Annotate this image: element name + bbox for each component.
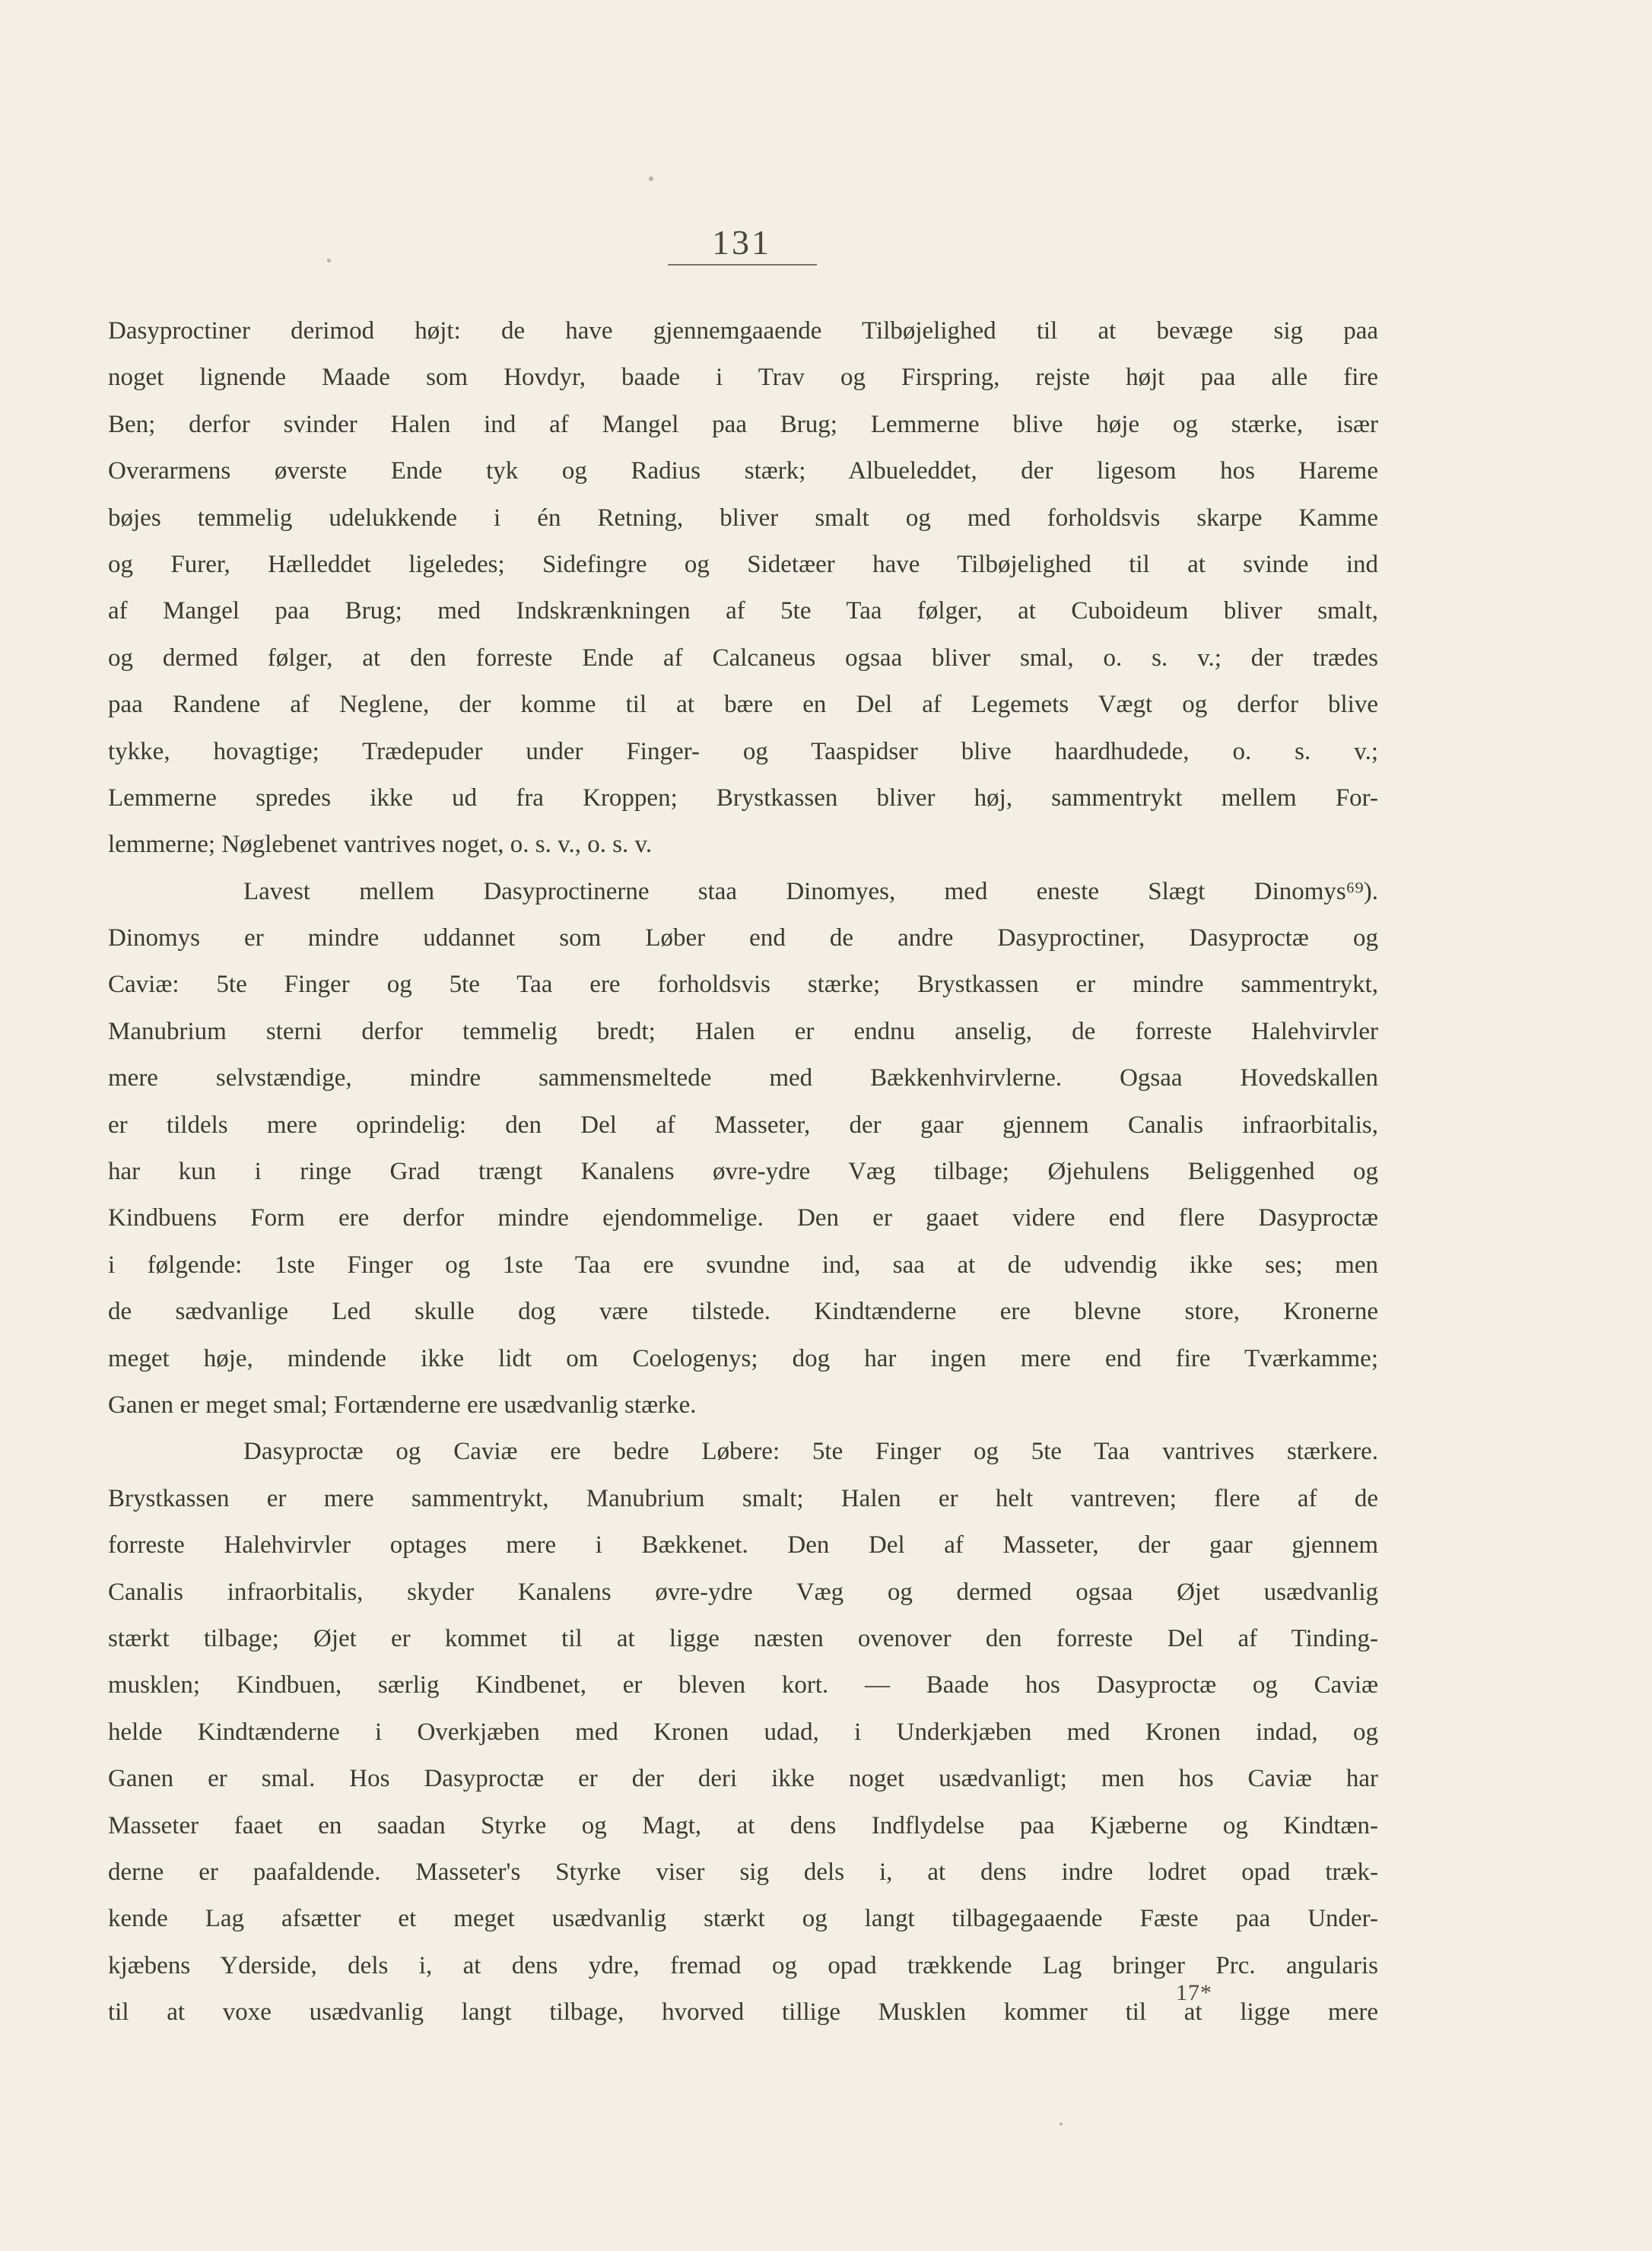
text-line: forreste Halehvirvler optages mere i Bækkenet. Den Del af Masseter, der gaar gjennem [108,1531,1378,1559]
text-line: Dinomys er mindre uddannet som Løber end de andre Dasyproctiner, Dasyproctæ og [108,924,1378,952]
text-line: af Mangel paa Brug; med Indskrænkningen af 5te Taa følger, at Cuboideum bliver smalt, [108,597,1378,625]
text-line: Masseter faaet en saadan Styrke og Magt, at dens Indflydelse paa Kjæberne og Kindtæn- [108,1811,1378,1839]
page-number-rule [668,264,817,265]
page-number: 131 [712,223,771,262]
text-line: Dasyproctæ og Caviæ ere bedre Løbere: 5te Finger og 5te Taa vantrives stærkere. [243,1438,1378,1466]
text-line: mere selvstændige, mindre sammensmeltede med Bækkenhvirvlerne. Ogsaa Hovedskallen [108,1064,1378,1092]
signature-mark: 17* [1176,1980,1212,2005]
text-line: paa Randene af Neglene, der komme til at bære en Del af Legemets Vægt og derfor blive [108,691,1378,719]
text-line: bøjes temmelig udelukkende i én Retning, bliver smalt og med forholdsvis skarpe Kamme [108,504,1378,532]
text-line: Lemmerne spredes ikke ud fra Kroppen; Brystkassen bliver høj, sammentrykt mellem For- [108,784,1378,812]
text-line: Brystkassen er mere sammentrykt, Manubrium smalt; Halen er helt vantreven; flere af de [108,1484,1378,1512]
text-line: Ganen er meget smal; Fortænderne ere usædvanlig stærke. [108,1391,697,1419]
text-line: noget lignende Maade som Hovdyr, baade i Trav og Firspring, rejste højt paa alle fire [108,364,1378,392]
text-line: Overarmens øverste Ende tyk og Radius stærk; Albueleddet, der ligesom hos Hareme [108,457,1378,485]
text-line: Ganen er smal. Hos Dasyproctæ er der deri ikke noget usædvanligt; men hos Caviæ har [108,1765,1378,1793]
text-line: Manubrium sterni derfor temmelig bredt; Halen er endnu anselig, de forreste Halehvirvler [108,1017,1378,1045]
text-line: tykke, hovagtige; Trædepuder under Finger- og Taaspidser blive haardhudede, o. s. v.; [108,737,1378,765]
paper-speck [649,176,653,181]
text-line: og Furer, Hælleddet ligeledes; Sidefingre og Sidetæer have Tilbøjelighed til at svinde ind [108,550,1378,578]
text-line: derne er paafaldende. Masseter's Styrke viser sig dels i, at dens indre lodret opad træk- [108,1858,1378,1886]
paper-speck [327,259,331,262]
text-line: kende Lag afsætter et meget usædvanlig stærkt og langt tilbagegaaende Fæste paa Under- [108,1905,1378,1933]
text-line: stærkt tilbage; Øjet er kommet til at ligge næsten ovenover den forreste Del af Tinding- [108,1624,1378,1652]
text-line: har kun i ringe Grad trængt Kanalens øvre-ydre Væg tilbage; Øjehulens Beliggenhed og [108,1158,1378,1186]
text-line: lemmerne; Nøglebenet vantrives noget, o. s. v., o. s. v. [108,831,653,859]
text-line: de sædvanlige Led skulle dog være tilstede. Kindtænderne ere blevne store, Kronerne [108,1298,1378,1326]
text-line: kjæbens Yderside, dels i, at dens ydre, fremad og opad trækkende Lag bringer Prc. angularis [108,1951,1378,1979]
text-line: Dasyproctiner derimod højt: de have gjennemgaaende Tilbøjelighed til at bevæge sig paa [108,317,1378,345]
text-line: meget høje, mindende ikke lidt om Coelogenys; dog har ingen mere end fire Tværkamme; [108,1344,1378,1372]
text-line: er tildels mere oprindelig: den Del af Masseter, der gaar gjennem Canalis infraorbitalis, [108,1111,1378,1139]
text-line: i følgende: 1ste Finger og 1ste Taa ere svundne ind, saa at de udvendig ikke ses; men [108,1251,1378,1279]
paper-speck [1060,2122,1063,2125]
text-line: Ben; derfor svinder Halen ind af Mangel paa Brug; Lemmerne blive høje og stærke, især [108,410,1378,438]
text-line: og dermed følger, at den forreste Ende af Calcaneus ogsaa bliver smal, o. s. v.; der trædes [108,644,1378,672]
text-line: Canalis infraorbitalis, skyder Kanalens øvre-ydre Væg og dermed ogsaa Øjet usædvanlig [108,1578,1378,1606]
text-line: Caviæ: 5te Finger og 5te Taa ere forholdsvis stærke; Brystkassen er mindre sammentrykt, [108,971,1378,999]
text-line: helde Kindtænderne i Overkjæben med Kronen udad, i Underkjæben med Kronen indad, og [108,1718,1378,1746]
text-line: musklen; Kindbuen, særlig Kindbenet, er bleven kort. — Baade hos Dasyproctæ og Caviæ [108,1671,1378,1699]
text-line: til at voxe usædvanlig langt tilbage, hvorved tillige Musklen kommer til at ligge mere [108,1998,1378,2027]
text-line: Kindbuens Form ere derfor mindre ejendommelige. Den er gaaet videre end flere Dasyproctæ [108,1204,1378,1232]
body-text [108,308,1378,2036]
text-line: Lavest mellem Dasyproctinerne staa Dinomyes, med eneste Slægt Dinomys⁶⁹). [243,877,1378,905]
